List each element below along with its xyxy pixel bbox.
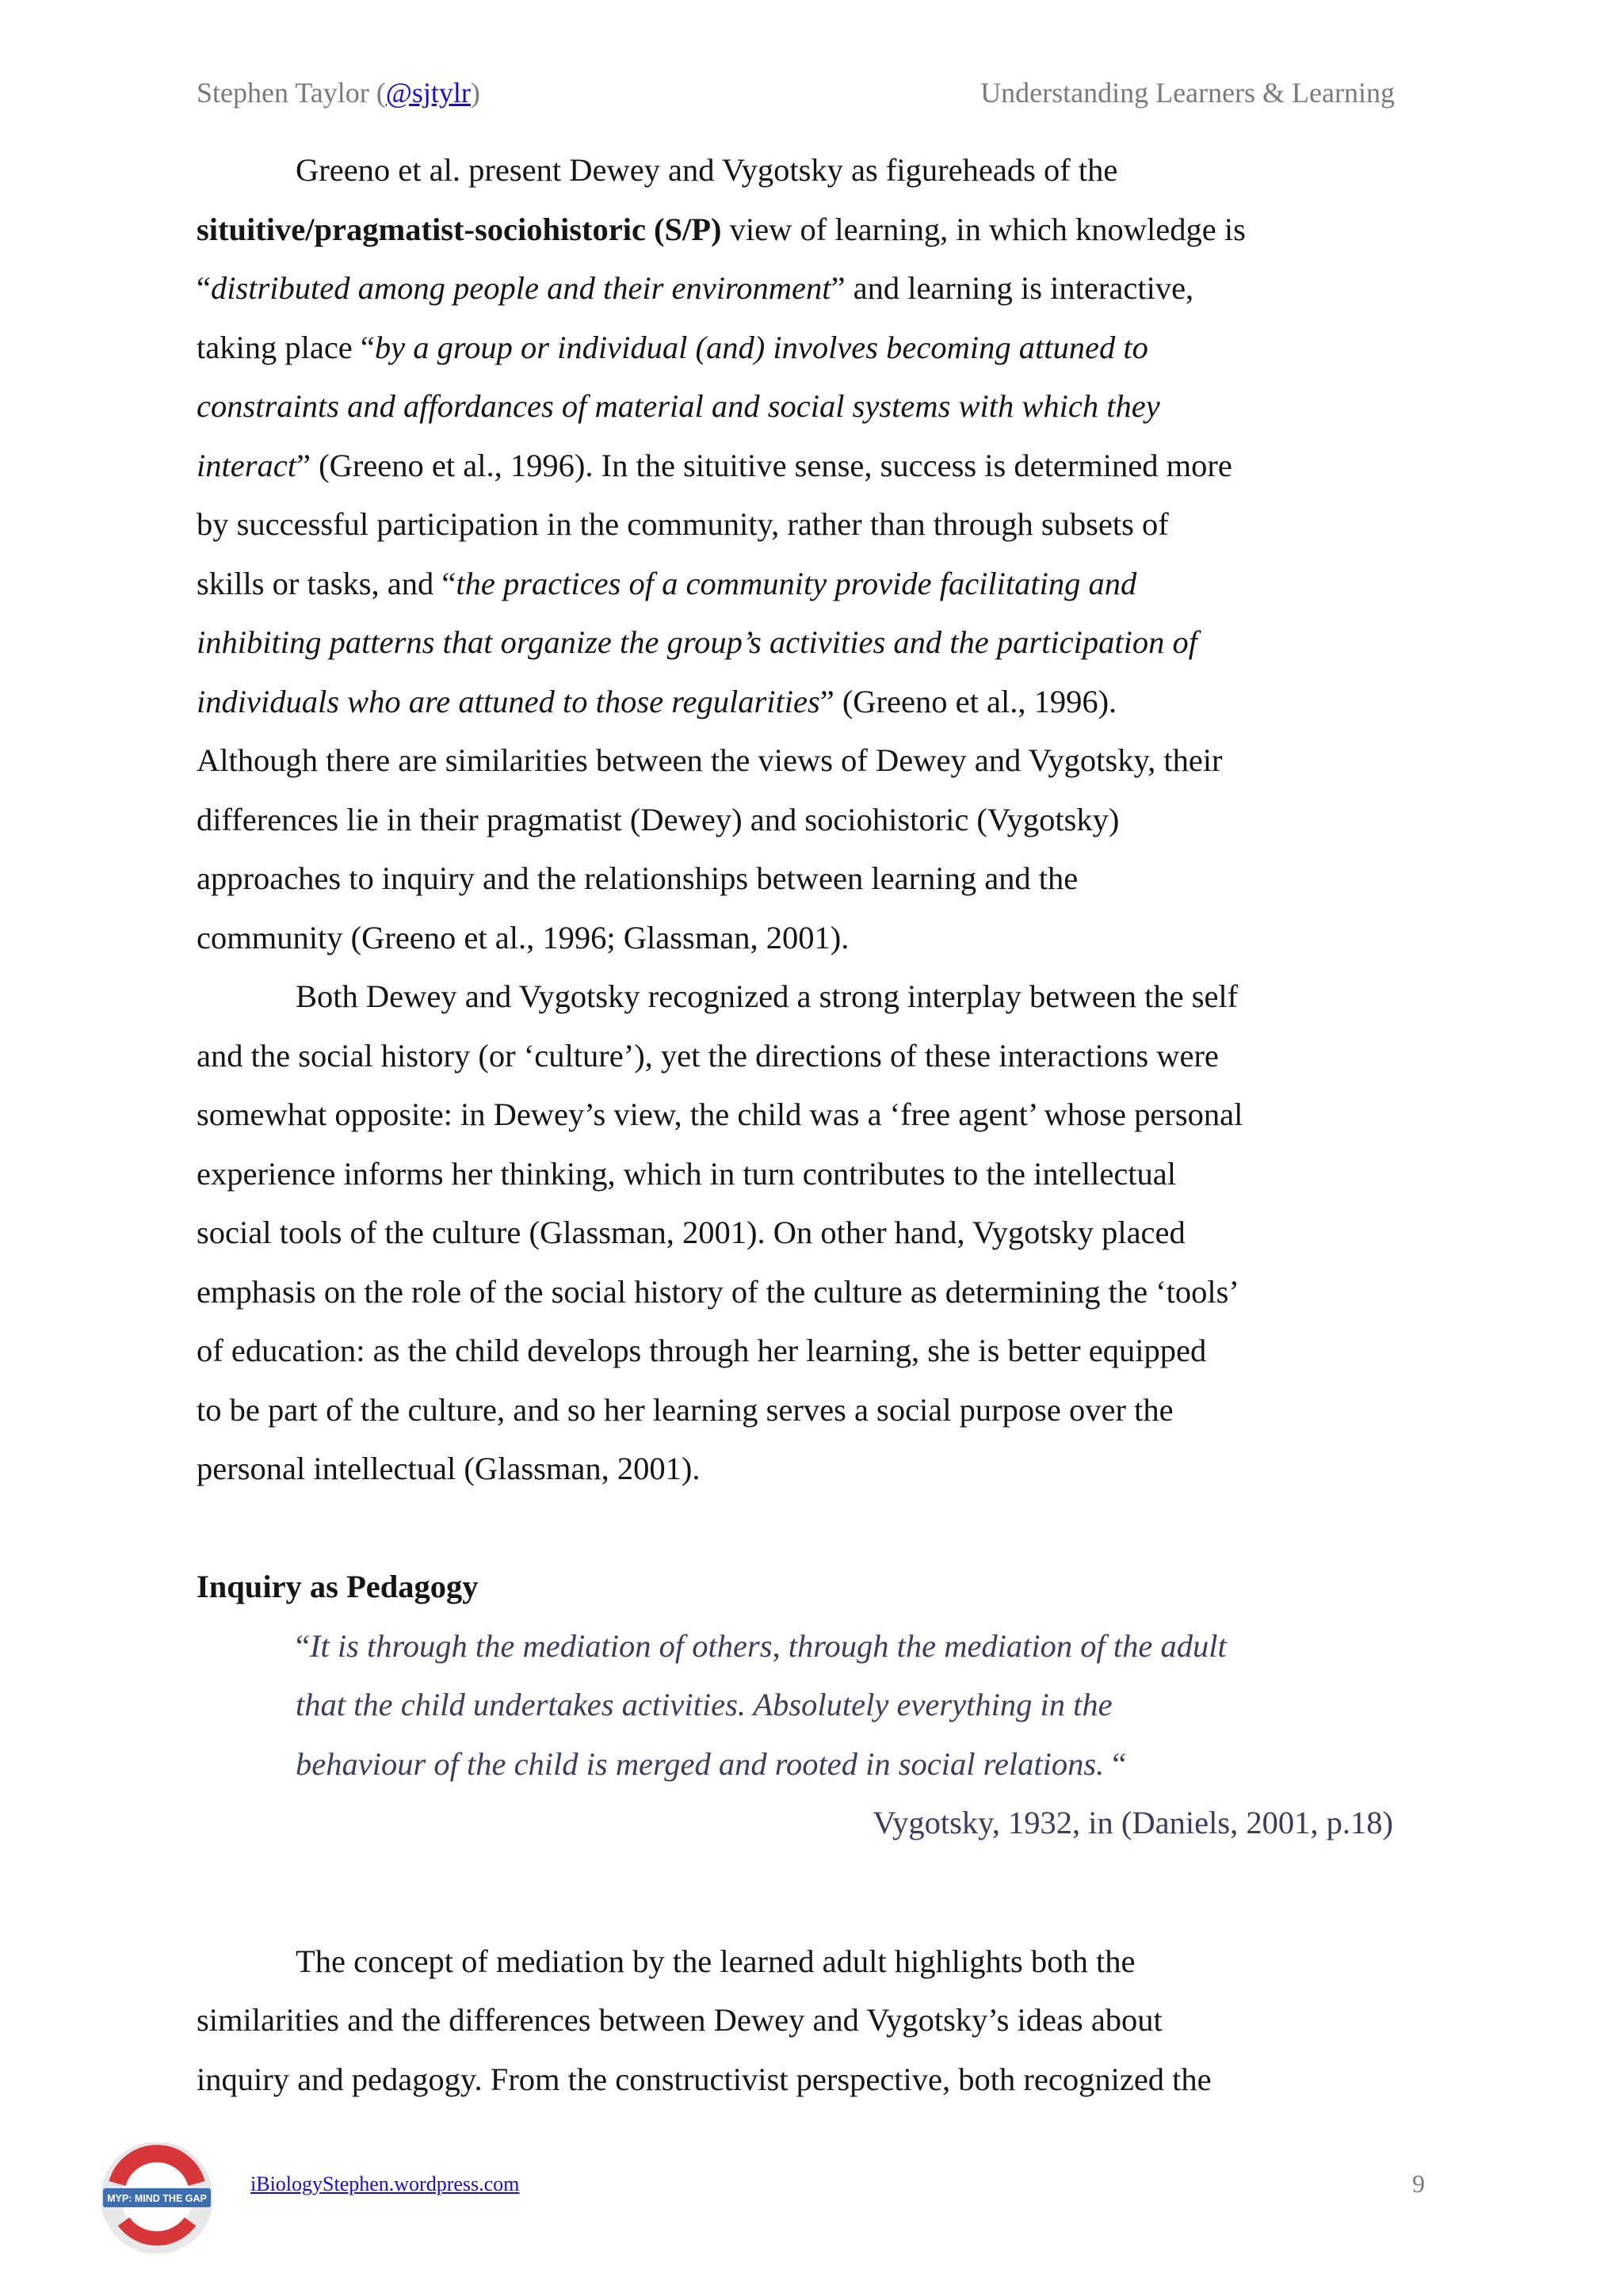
section-heading: Inquiry as Pedagogy	[197, 1569, 479, 1604]
block-quote: “It is through the mediation of others, through the mediation of the adult that the child undertakes activities. Absolutely everything in the behaviour of the child is merged and rooted in social relations. “	[296, 1627, 1227, 1782]
document-body	[197, 141, 1433, 2109]
quote-attribution: Vygotsky, 1932, in (Daniels, 2001, p.18)	[873, 1805, 1393, 1840]
sp-term: situitive/pragmatist-sociohistoric (S/P)	[197, 211, 722, 247]
paragraph-2: Both Dewey and Vygotsky recognized a strong interplay between the self and the social history (or ‘culture’), yet the directions of these interactions were somewhat opposite: in Dewey’s view, the child was a ‘free agent’ whose personal experience informs her thinking, which in turn contributes to the intellectual social tools of the culture (Glassman, 2001). On other hand, Vygotsky placed emphasis on the role of the social history of the culture as determining the ‘tools’ of education: as the child develops through her learning, she is better equipped to be part of the culture, and so her learning serves a social purpose over the personal intellectual (Glassman, 2001).	[197, 978, 1243, 1486]
header-author: Stephen Taylor (@sjtylr)	[197, 77, 480, 109]
paragraph-3: The concept of mediation by the learned adult highlights both the similarities and the differences between Dewey and Vygotsky’s ideas about inquiry and pedagogy. From the constructivist perspective, both recognized the	[197, 1943, 1212, 2097]
svg-text:MYP: MIND THE GAP: MYP: MIND THE GAP	[107, 2193, 207, 2204]
page-number: 9	[1412, 2169, 1425, 2198]
twitter-handle-link[interactable]: @sjtylr	[385, 77, 471, 109]
footer-website-link[interactable]: iBiologyStephen.wordpress.com	[250, 2172, 520, 2195]
mind-the-gap-logo	[101, 2142, 212, 2253]
paragraph-1: Greeno et al. present Dewey and Vygotsky as figureheads of the situitive/pragmatist-sociohistoric (S/P) view of learning, in which knowledge is “distributed among people and their environment” and learning is interactive, taking place “by a group or individual (and) involves becoming attuned to constraints and affordances of material and social systems with which they interact” (Greeno et al., 1996). In the situitive sense, success is determined more by successful participation in the community, rather than through subsets of skills or tasks, and “the practices of a community provide facilitating and inhibiting patterns that organize the group’s activities and the participation of individuals who are attuned to those regularities” (Greeno et al., 1996). Although there are similarities between the views of Dewey and Vygotsky, their differences lie in their pragmatist (Dewey) and sociohistoric (Vygotsky) approaches to inquiry and the relationships between learning and the community (Greeno et al., 1996; Glassman, 2001).	[197, 152, 1246, 955]
header-title: Understanding Learners & Learning	[980, 77, 1395, 109]
